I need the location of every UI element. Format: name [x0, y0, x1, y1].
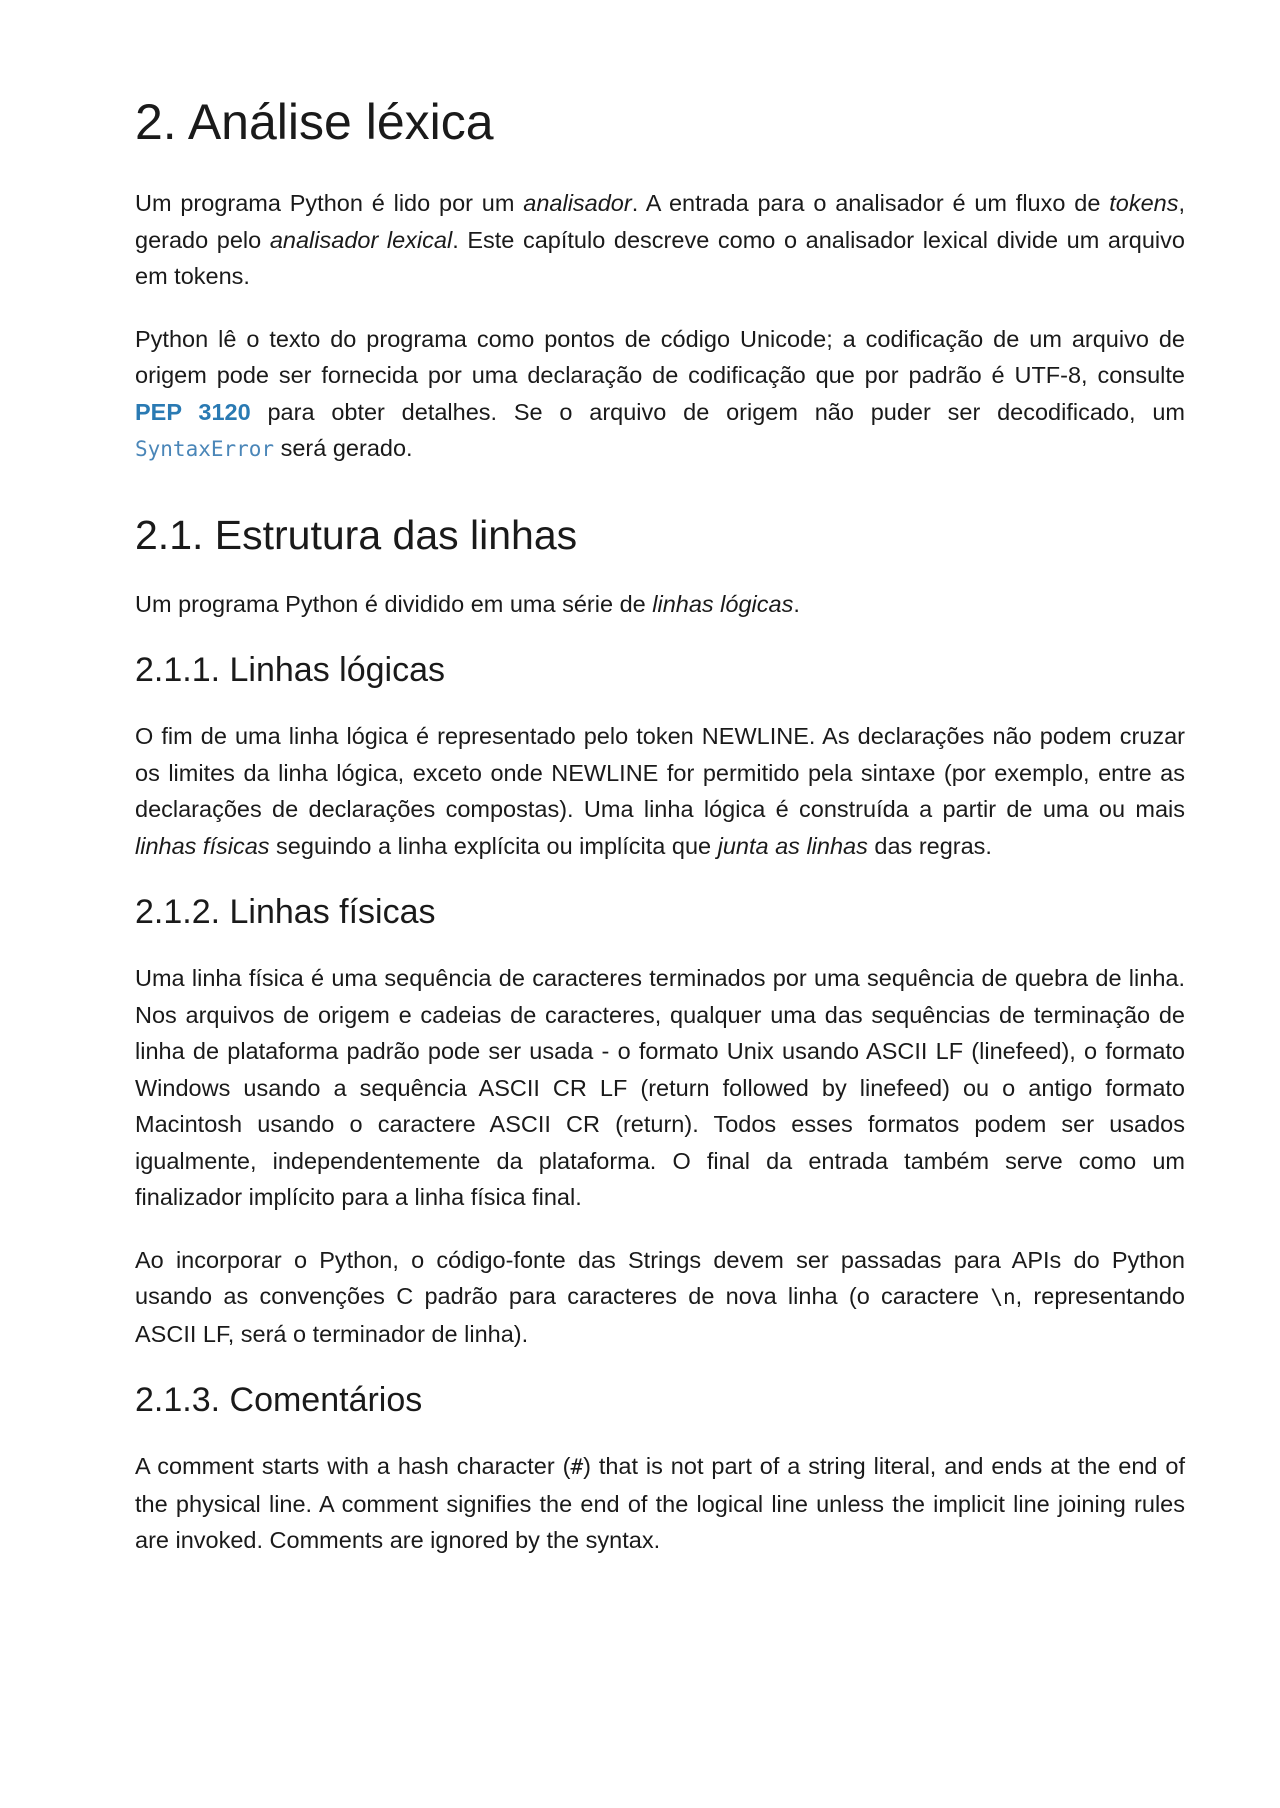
newline-escape-code: \n	[990, 1285, 1016, 1309]
term-linhas-fisicas: linhas físicas	[135, 832, 270, 859]
term-junta-as-linhas: junta as linhas	[717, 832, 868, 859]
term-analisador-lexical: analisador lexical	[269, 226, 453, 253]
pep-3120-link[interactable]: PEP 3120	[135, 398, 251, 425]
syntaxerror-link[interactable]: SyntaxError	[135, 437, 275, 461]
page-title: 2. Análise léxica	[135, 94, 494, 150]
section-2-1-2-paragraph-1: Uma linha física é uma sequência de caracteres terminados por uma sequência de quebra de linha. Nos arquivos de origem e cadeias de caracteres, qualquer uma das sequências de terminação de linha de plataforma padrão pode ser usada - o formato Unix usando ASCII LF (linefeed), o formato Windows usando a sequência ASCII CR LF (return followed by linefeed) ou o antigo formato Macintosh usando o caractere ASCII CR (return). Todos esses formatos podem ser usados igualmente, independentemente da plataforma. O final da entrada também serve como um finalizador implícito para a linha física final.	[135, 965, 1185, 1210]
section-heading-2-1-3: 2.1.3. Comentários	[135, 1381, 423, 1419]
section-2-1-3-paragraph: A comment starts with a hash character (#) that is not part of a string literal, and ends at the end of the physical line. A comment signifies the end of the logical line unless the implicit line joining rules are invoked. Comments are ignored by the syntax.	[135, 1453, 1186, 1553]
section-2-1-2-paragraph-2: Ao incorporar o Python, o código-fonte das Strings devem ser passadas para APIs do Python usando as convenções C padrão para caracteres de nova linha (o caractere \n, representando ASCII LF, será o terminador de linha).	[135, 1246, 1185, 1347]
section-heading-2-1-2: 2.1.2. Linhas físicas	[135, 893, 436, 931]
section-heading-2-1: 2.1. Estrutura das linhas	[135, 511, 578, 558]
section-heading-2-1-1: 2.1.1. Linhas lógicas	[135, 651, 445, 689]
intro-paragraph-1: Um programa Python é lido por um analisador. A entrada para o analisador é um fluxo de tokens, gerado pelo analisador lexical. Este capítulo descreve como o analisador lexical divide um arquivo em tokens.	[135, 190, 1185, 289]
hash-character-code: #	[570, 1455, 584, 1479]
term-analisador: analisador	[523, 190, 632, 216]
section-2-1-paragraph: Um programa Python é dividido em uma série de linhas lógicas.	[135, 590, 800, 617]
document-page	[135, 0, 1185, 1559]
term-linhas-logicas: linhas lógicas	[652, 590, 794, 617]
term-tokens: tokens	[1109, 190, 1179, 216]
section-2-1-1-paragraph: O fim de uma linha lógica é representado pelo token NEWLINE. As declarações não podem cruzar os limites da linha lógica, exceto onde NEWLINE for permitido pela sintaxe (por exemplo, entre as declarações de declarações compostas). Uma linha lógica é construída a partir de uma ou mais linhas físicas seguindo a linha explícita ou implícita que junta as linhas das regras.	[135, 723, 1185, 859]
intro-paragraph-2: Python lê o texto do programa como pontos de código Unicode; a codificação de um arquivo de origem pode ser fornecida por uma declaração de codificação que por padrão é UTF-8, consulte PEP 3120 para obter detalhes. Se o arquivo de origem não puder ser decodificado, um SyntaxError será gerado.	[135, 325, 1186, 461]
